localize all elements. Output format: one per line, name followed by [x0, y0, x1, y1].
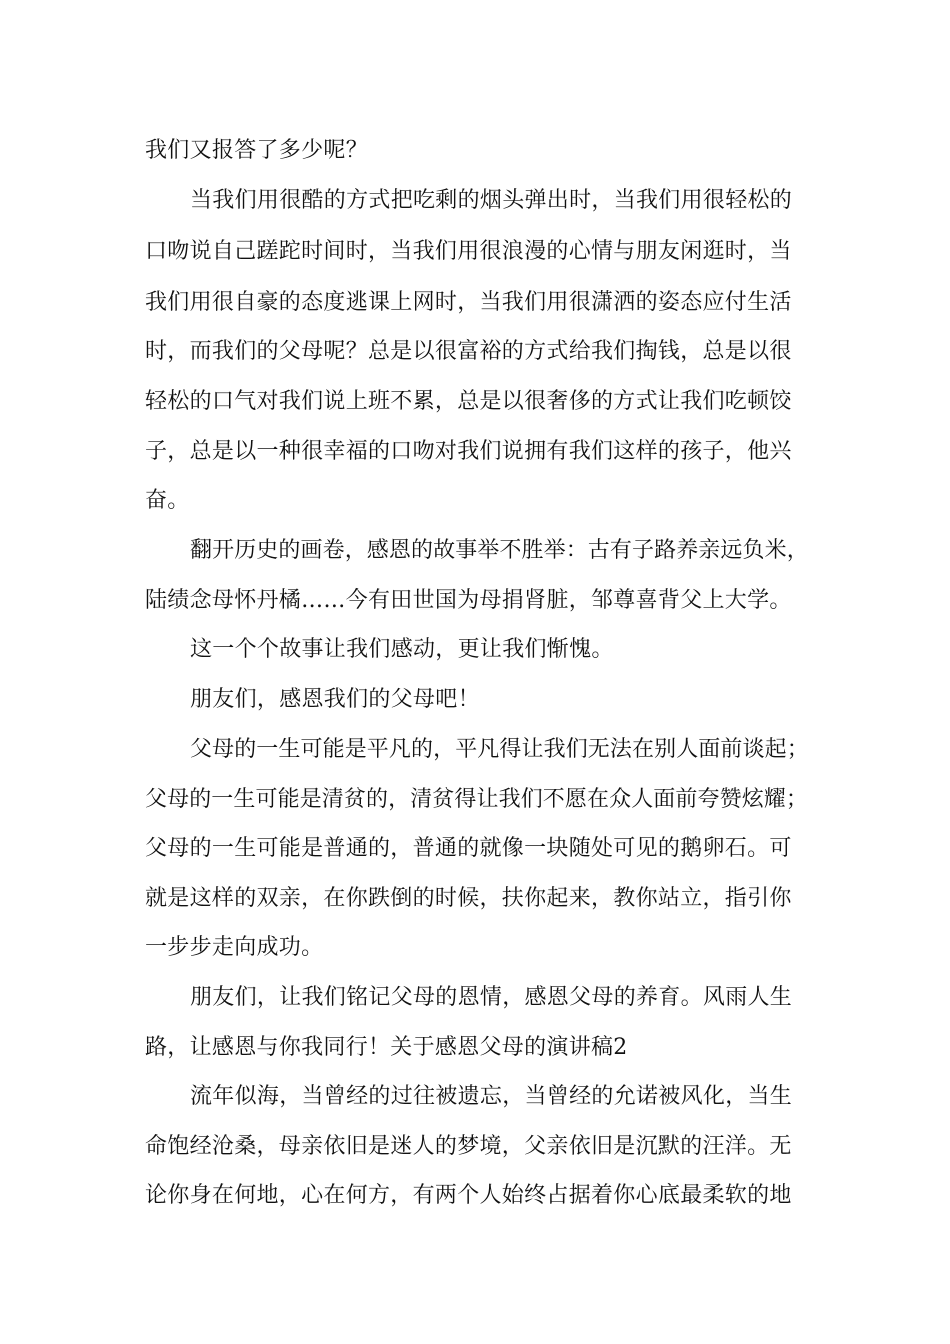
text-line: 论你身在何地，心在何方，有两个人始终占据着你心底最柔软的地	[145, 1183, 792, 1208]
text-line: 这一个个故事让我们感动，更让我们惭愧。	[190, 637, 614, 662]
text-line: 路，让感恩与你我同行！关于感恩父母的演讲稿2	[145, 1035, 628, 1060]
text-line: 当我们用很酷的方式把吃剩的烟头弹出时，当我们用很轻松的	[190, 188, 793, 213]
text-line: 父母的一生可能是平凡的，平凡得让我们无法在别人面前谈起；	[190, 737, 809, 762]
text-line: 朋友们，感恩我们的父母吧！	[190, 687, 480, 712]
text-line: 我们又报答了多少呢？	[145, 138, 369, 163]
text-line: 口吻说自己蹉跎时间时，当我们用很浪漫的心情与朋友闲逛时，当	[145, 239, 792, 264]
text-line: 朋友们，让我们铭记父母的恩情，感恩父母的养育。风雨人生	[190, 985, 793, 1010]
text-line: 我们用很自豪的态度逃课上网时，当我们用很潇洒的姿态应付生活	[145, 290, 792, 315]
text-line: 奋。	[145, 488, 190, 513]
text-line: 时，而我们的父母呢？总是以很富裕的方式给我们掏钱，总是以很	[145, 339, 792, 364]
text-line: 子，总是以一种很幸福的口吻对我们说拥有我们这样的孩子，他兴	[145, 439, 792, 464]
text-line: 陆绩念母怀丹橘……今有田世国为母捐肾脏，邹尊喜背父上大学。	[145, 588, 792, 613]
text-line: 父母的一生可能是清贫的，清贫得让我们不愿在众人面前夸赞炫耀；	[145, 787, 809, 812]
text-line: 轻松的口气对我们说上班不累，总是以很奢侈的方式让我们吃顿饺	[145, 389, 792, 414]
text-line: 流年似海，当曾经的过往被遗忘，当曾经的允诺被风化，当生	[190, 1084, 793, 1109]
text-line: 一步步走向成功。	[145, 935, 324, 960]
text-line: 命饱经沧桑，母亲依旧是迷人的梦境，父亲依旧是沉默的汪洋。无	[145, 1134, 792, 1159]
text-line: 父母的一生可能是普通的，普通的就像一块随处可见的鹅卵石。可	[145, 836, 792, 861]
text-line: 翻开历史的画卷，感恩的故事举不胜举：古有子路养亲远负米，	[190, 538, 809, 563]
text-line: 就是这样的双亲，在你跌倒的时候，扶你起来，教你站立，指引你	[145, 886, 792, 911]
